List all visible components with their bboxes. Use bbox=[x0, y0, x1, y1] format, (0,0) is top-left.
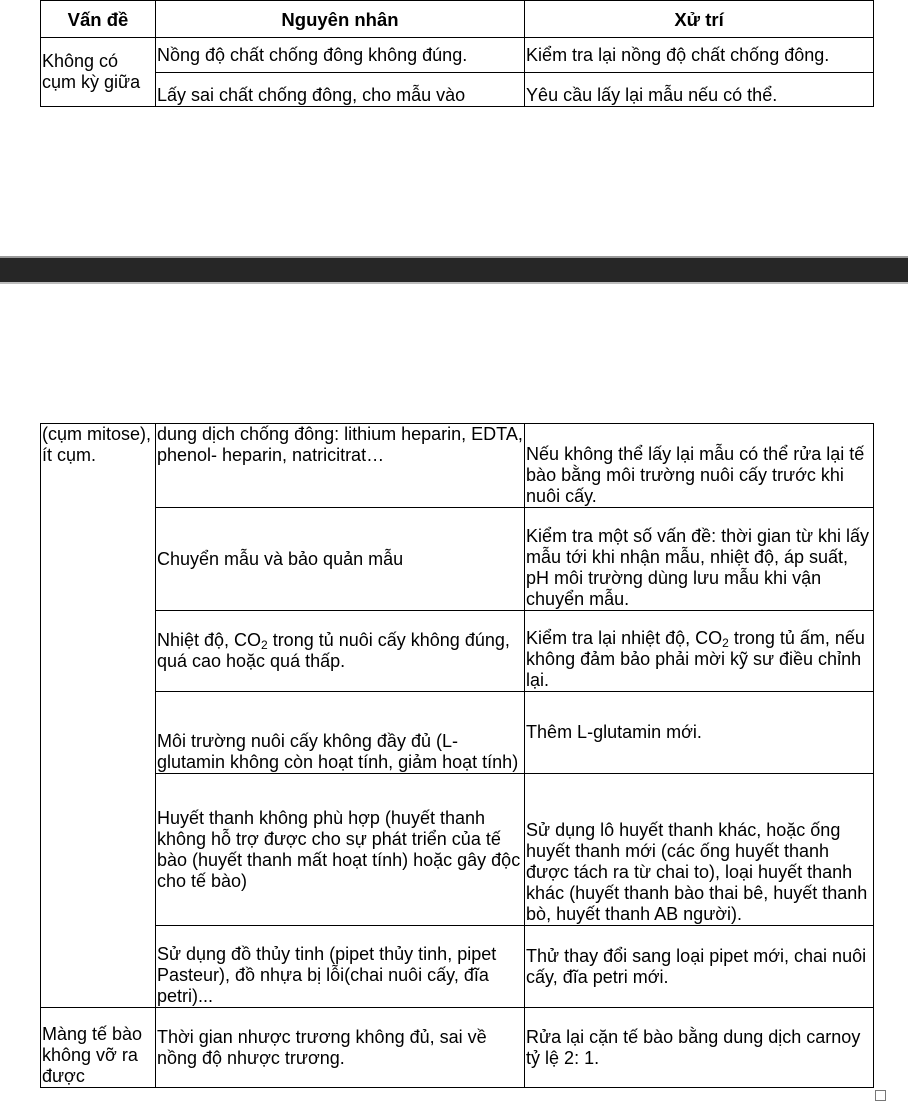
action-cell: Thêm L-glutamin mới. bbox=[525, 692, 874, 774]
cause-text: Nhiệt độ, CO bbox=[156, 630, 261, 650]
cause-cell: Nồng độ chất chống đông không đúng. bbox=[155, 38, 524, 73]
cause-cell: Chuyển mẫu và bảo quản mẫu bbox=[155, 508, 524, 611]
table-row bbox=[41, 774, 874, 926]
problem-cell: (cụm mitose), ít cụm. bbox=[41, 424, 156, 1008]
cause-cell: Sử dụng đồ thủy tinh (pipet thủy tinh, pipet Pasteur), đồ nhựa bị lỗi(chai nuôi cấy, đĩa petri)... bbox=[155, 926, 524, 1008]
table-top bbox=[40, 0, 874, 107]
action-text: Kiểm tra lại nhiệt độ, CO bbox=[526, 628, 723, 648]
table-continued bbox=[40, 423, 874, 1088]
table-row bbox=[41, 508, 874, 611]
cause-cell: dung dịch chống đông: lithium heparin, EDTA, phenol- heparin, natricitrat… bbox=[155, 424, 524, 508]
action-cell: Kiểm tra lại nồng độ chất chống đông. bbox=[525, 38, 874, 73]
action-cell: Nếu không thể lấy lại mẫu có thể rửa lại tế bào bằng môi trường nuôi cấy trước khi nuôi cấy. bbox=[525, 424, 874, 508]
header-action: Xử trí bbox=[525, 1, 874, 38]
table-row bbox=[41, 692, 874, 774]
table-row bbox=[41, 73, 874, 107]
action-text: trong tủ ấm, nếu không đảm bảo phải mời kỹ sư điều chỉnh lại. bbox=[526, 628, 865, 690]
header-cause: Nguyên nhân bbox=[155, 1, 524, 38]
page-break-bar bbox=[0, 256, 908, 284]
action-cell bbox=[525, 611, 874, 692]
cause-cell: Môi trường nuôi cấy không đầy đủ (L-glutamin không còn hoạt tính, giảm hoạt tính) bbox=[155, 692, 524, 774]
problem-cell: Không có cụm kỳ giữa bbox=[41, 38, 156, 107]
action-cell: Rửa lại cặn tế bào bằng dung dịch carnoy tỷ lệ 2: 1. bbox=[525, 1008, 874, 1088]
cause-text: trong tủ nuôi cấy không đúng, quá cao hoặc quá thấp. bbox=[156, 630, 510, 671]
table-row bbox=[41, 611, 874, 692]
cause-cell bbox=[155, 611, 524, 692]
cause-cell: Lấy sai chất chống đông, cho mẫu vào bbox=[155, 73, 524, 107]
action-cell: Yêu cầu lấy lại mẫu nếu có thể. bbox=[525, 73, 874, 107]
action-cell: Kiểm tra một số vấn đề: thời gian từ khi lấy mẫu tới khi nhận mẫu, nhiệt độ, áp suất, pH môi trường dùng lưu mẫu khi vận chuyển mẫu. bbox=[525, 508, 874, 611]
cause-cell: Thời gian nhược trương không đủ, sai về nồng độ nhược trương. bbox=[155, 1008, 524, 1088]
action-cell: Thử thay đổi sang loại pipet mới, chai nuôi cấy, đĩa petri mới. bbox=[525, 926, 874, 1008]
table-row bbox=[41, 38, 874, 73]
subscript: 2 bbox=[722, 636, 729, 650]
table-header-row bbox=[41, 1, 874, 38]
resize-handle[interactable] bbox=[875, 1090, 886, 1101]
problem-cell: Màng tế bào không vỡ ra được bbox=[41, 1008, 156, 1088]
table-row bbox=[41, 926, 874, 1008]
cause-cell: Huyết thanh không phù hợp (huyết thanh không hỗ trợ được cho sự phát triển của tế bào (huyết thanh mất hoạt tính) hoặc gây độc cho tế bào) bbox=[155, 774, 524, 926]
subscript: 2 bbox=[261, 638, 268, 652]
header-problem: Vấn đề bbox=[41, 1, 156, 38]
table-row bbox=[41, 1008, 874, 1088]
action-cell: Sử dụng lô huyết thanh khác, hoặc ống huyết thanh mới (các ống huyết thanh được tách ra từ chai to), loại huyết thanh khác (huyết thanh bào thai bê, huyết thanh bò, huyết thanh AB người). bbox=[525, 774, 874, 926]
table-row bbox=[41, 424, 874, 508]
